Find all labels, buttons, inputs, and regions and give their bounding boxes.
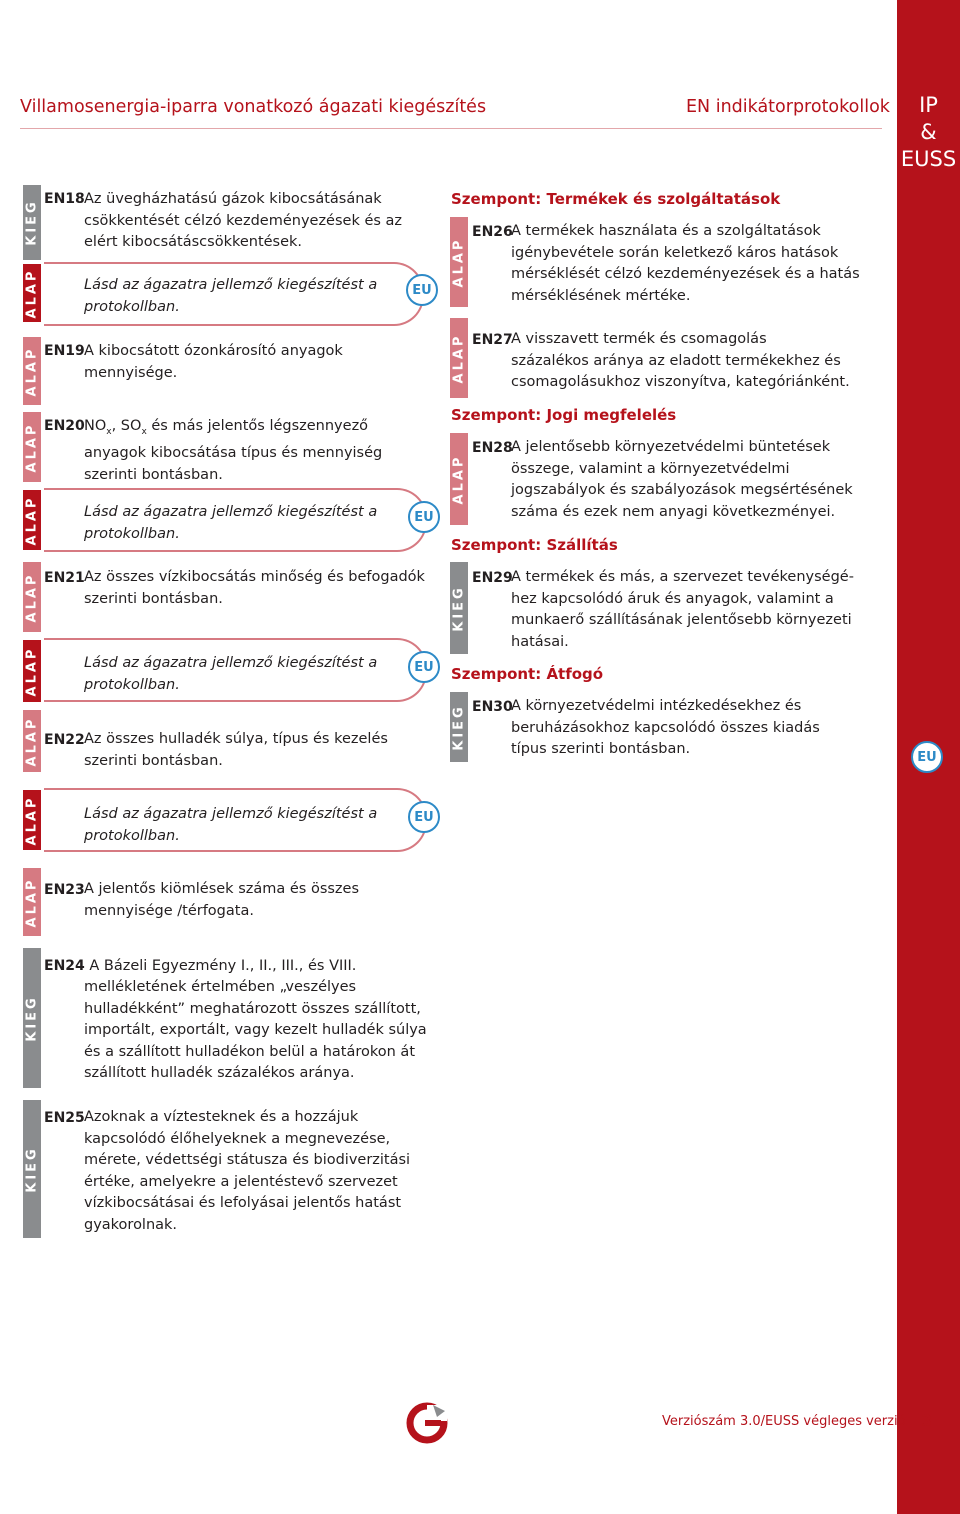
alap-badge: ALAP [23, 710, 41, 772]
indicator-text-cont: mellékletének értelmében „veszélyes hulladékként” meghatározott összes szállított, importált, exportált, vagy kezelt hulladék súlya és a szállított hulladékon belül a határokon át szállított hulladék százalékos aránya. [84, 979, 427, 1081]
alap-badge: ALAP [450, 217, 468, 307]
alap-badge: ALAP [23, 412, 41, 482]
page-number-underline [916, 1433, 942, 1435]
alap-badge: ALAP [23, 640, 41, 702]
indicator-code: EN24 [44, 958, 85, 974]
alap-badge: ALAP [450, 318, 468, 398]
indicator-text: A jelentősebb környezetvédelmi büntetések összege, valamint a környezetvédelmi jogszabályok és szabályozások megsértésének száma és ezek nem anyagi következményei. [511, 439, 853, 520]
alap-badge: ALAP [23, 490, 41, 550]
section-heading: Szempont: Termékek és szolgáltatások [451, 190, 781, 208]
logo-icon [405, 1401, 449, 1445]
alap-badge: ALAP [23, 868, 41, 936]
kieg-badge: KIEG [23, 1100, 41, 1238]
supplement-note: Lásd az ágazatra jellemző kiegészítést a protokollban. [84, 806, 378, 844]
indicator-code: EN25 [44, 1110, 85, 1126]
indicator-code: EN23 [44, 882, 85, 898]
footer-version: Verziószám 3.0/EUSS végleges verzió [662, 1414, 906, 1429]
indicator-code: EN20 [44, 418, 85, 434]
section-heading: Szempont: Szállítás [451, 536, 618, 554]
kieg-badge: KIEG [23, 185, 41, 260]
eu-icon: EU [408, 651, 440, 683]
page-number: 3 [921, 1411, 933, 1430]
indicator-code: EN26 [472, 224, 513, 240]
indicator-code: EN30 [472, 699, 513, 715]
indicator-text: A környezetvédelmi intézkedésekhez és beruházásokhoz kapcsolódó összes kiadás típus szerinti bontásban. [511, 698, 820, 757]
indicator-text: A jelentős kiömlések száma és összes mennyisége /térfogata. [84, 881, 360, 919]
indicator-text: A termékek használata és a szolgáltatások igénybevétele során keletkező káros hatások mérséklését célzó kezdeményezések és a hatás mérséklésének mértéke. [511, 223, 860, 304]
section-heading: Szempont: Átfogó [451, 665, 604, 683]
indicator-code: EN28 [472, 440, 513, 456]
sidebar-label-ip: IP [919, 93, 938, 117]
alap-badge: ALAP [23, 790, 41, 850]
supplement-note: Lásd az ágazatra jellemző kiegészítést a protokollban. [84, 277, 378, 315]
alap-badge: ALAP [23, 264, 41, 322]
indicator-text: A kibocsátott ózonkárosító anyagok mennyisége. [84, 343, 343, 381]
indicator-text: $NO_x$, $SO_x$ és más jelentős légszennyező anyagok kibocsátása típus és mennyiség szerinti bontásban. [84, 418, 383, 483]
kieg-badge: KIEG [23, 948, 41, 1088]
eu-icon: EU [911, 741, 943, 773]
indicator-text: EN24 A Bázeli Egyezmény I., II., III., és VIII. [44, 958, 357, 974]
indicator-code: EN29 [472, 570, 513, 586]
kieg-badge: KIEG [450, 562, 468, 654]
indicator-text: A visszavett termék és csomagolás százalékos aránya az eladott termékekhez és csomagolásukhoz viszonyítva, kategóriánként. [511, 331, 850, 390]
sidebar-label-euss: EUSS [900, 147, 957, 171]
header-divider [20, 128, 882, 129]
alap-badge: ALAP [23, 562, 41, 632]
indicator-text: Az üvegházhatású gázok kibocsátásának csökkentését célzó kezdeményezések és az elért kibocsátáscsökkentések. [84, 191, 403, 250]
section-heading: Szempont: Jogi megfelelés [451, 406, 677, 424]
alap-badge: ALAP [450, 433, 468, 525]
supplement-note: Lásd az ágazatra jellemző kiegészítést a protokollban. [84, 655, 378, 693]
indicator-code: EN22 [44, 732, 85, 748]
indicator-code: EN27 [472, 332, 513, 348]
eu-icon: EU [408, 501, 440, 533]
eu-icon: EU [408, 801, 440, 833]
sidebar-label-amp: & [920, 120, 937, 144]
indicator-code: EN19 [44, 343, 85, 359]
indicator-text: Az összes hulladék súlya, típus és kezelés szerinti bontásban. [84, 731, 388, 769]
indicator-text: Az összes vízkibocsátás minőség és befogadók szerinti bontásban. [84, 569, 425, 607]
header-left-title: Villamosenergia-iparra vonatkozó ágazati kiegészítés [20, 97, 487, 117]
indicator-text: Azoknak a víztesteknek és a hozzájuk kapcsolódó élőhelyeknek a megnevezése, mérete, védettségi státusza és biodiverzitási értéke, amelyekre a jelentéstevő szervezet vízkibocsátásai és lefolyásai jelentős hatást gyakorolnak. [84, 1109, 411, 1233]
kieg-badge: KIEG [450, 692, 468, 762]
alap-badge: ALAP [23, 337, 41, 405]
sidebar-label [897, 92, 960, 173]
indicator-code: EN18 [44, 191, 85, 207]
header-right-title: EN indikátorprotokollok [686, 97, 890, 117]
eu-icon: EU [406, 274, 438, 306]
indicator-code: EN21 [44, 570, 85, 586]
supplement-note: Lásd az ágazatra jellemző kiegészítést a protokollban. [84, 504, 378, 542]
indicator-text: A termékek és más, a szervezet tevékenységé- hez kapcsolódó áruk és anyagok, valamint a munkaerő szállításának jelentősebb környezeti hatásai. [511, 569, 854, 650]
